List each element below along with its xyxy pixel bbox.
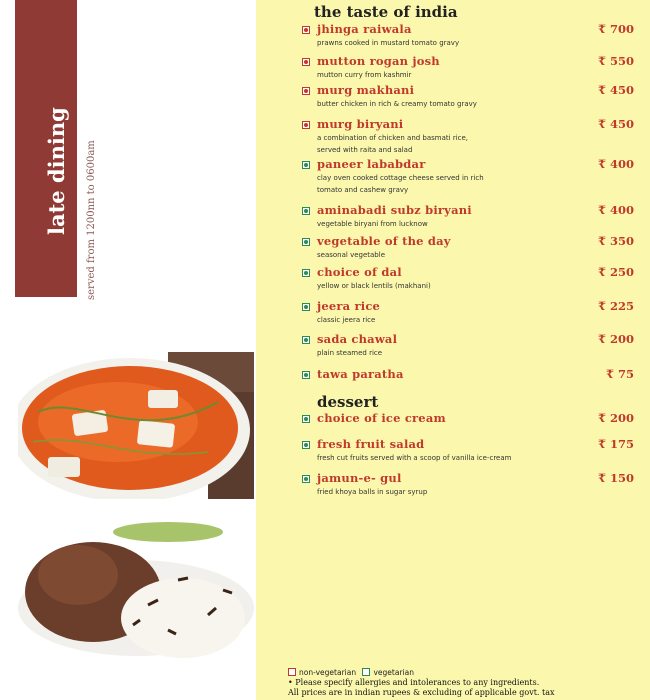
- description-line: a combination of chicken and basmati rice,: [317, 134, 469, 142]
- item-name: murg biryani: [317, 117, 404, 131]
- allergy-note: • Please specify allergies and intolerances to any ingredients.: [288, 678, 540, 687]
- section-title: dessert: [317, 393, 379, 411]
- item-description: [317, 172, 577, 196]
- description-line: seasonal vegetable: [317, 251, 385, 259]
- item-description: [317, 280, 577, 292]
- item-name: choice of ice cream: [317, 411, 446, 425]
- description-line: butter chicken in rich & creamy tomato gravy: [317, 100, 477, 108]
- veg-marker-icon: [302, 207, 310, 215]
- item-price: ₹ 350: [597, 234, 634, 248]
- item-description: [317, 98, 577, 110]
- left-panel: [0, 0, 256, 700]
- item-price: ₹ 150: [597, 471, 634, 485]
- side-title: late dining: [44, 107, 69, 235]
- item-price: ₹ 700: [597, 22, 634, 36]
- item-name: choice of dal: [317, 265, 402, 279]
- item-description: [317, 132, 577, 156]
- item-price: ₹ 225: [597, 299, 634, 313]
- price-note: All prices are in indian rupees & excluding of applicable govt. tax: [288, 688, 555, 697]
- veg-marker-icon: [302, 303, 310, 311]
- dessert-photo: [18, 520, 254, 663]
- description-line: clay oven cooked cottage cheese served in rich: [317, 174, 484, 182]
- item-name: aminabadi subz biryani: [317, 203, 472, 217]
- description-line: mutton curry from kashmir: [317, 71, 412, 79]
- non-veg-marker-icon: [302, 58, 310, 66]
- non-veg-marker-icon: [302, 87, 310, 95]
- item-name: paneer lababdar: [317, 157, 426, 171]
- description-line: yellow or black lentils (makhani): [317, 282, 431, 290]
- veg-marker-icon: [302, 161, 310, 169]
- item-description: [317, 347, 577, 359]
- description-line: fresh cut fruits served with a scoop of vanilla ice-cream: [317, 454, 512, 462]
- description-line: fried khoya balls in sugar syrup: [317, 488, 428, 496]
- item-price: ₹ 250: [597, 265, 634, 279]
- item-price: ₹ 400: [597, 203, 634, 217]
- non-veg-marker-icon: [302, 26, 310, 34]
- veg-marker-icon: [302, 269, 310, 277]
- description-line: tomato and cashew gravy: [317, 186, 409, 194]
- item-name: murg makhani: [317, 83, 415, 97]
- legend-veg-label: vegetarian: [373, 668, 414, 677]
- item-price: ₹ 175: [597, 437, 634, 451]
- item-description: [317, 249, 577, 261]
- veg-marker-icon: [302, 475, 310, 483]
- description-line: served with raita and salad: [317, 146, 413, 154]
- item-name: tawa paratha: [317, 367, 404, 381]
- side-subtitle: served from 1200nn to 0600am: [86, 140, 97, 300]
- item-price: ₹ 200: [597, 332, 634, 346]
- menu-panel: [256, 0, 650, 700]
- item-description: [317, 69, 577, 81]
- curry-bowl-photo: [18, 352, 254, 499]
- item-name: jeera rice: [317, 299, 381, 313]
- non-veg-swatch-icon: [288, 668, 296, 676]
- item-name: vegetable of the day: [317, 234, 451, 248]
- item-description: [317, 218, 577, 230]
- veg-marker-icon: [302, 371, 310, 379]
- item-name: jamun-e- gul: [317, 471, 402, 485]
- item-price: ₹ 75: [605, 367, 634, 381]
- diet-legend: [288, 668, 414, 677]
- item-description: [317, 37, 577, 49]
- veg-marker-icon: [302, 441, 310, 449]
- veg-marker-icon: [302, 238, 310, 246]
- section-title: the taste of india: [314, 3, 458, 21]
- veg-marker-icon: [302, 336, 310, 344]
- item-name: jhinga raiwala: [317, 22, 412, 36]
- item-name: sada chawal: [317, 332, 398, 346]
- item-price: ₹ 400: [597, 157, 634, 171]
- description-line: classic jeera rice: [317, 316, 376, 324]
- description-line: vegetable biryani from lucknow: [317, 220, 428, 228]
- description-line: plain steamed rice: [317, 349, 383, 357]
- item-name: fresh fruit salad: [317, 437, 425, 451]
- legend-non-veg-label: non-vegetarian: [299, 668, 357, 677]
- non-veg-marker-icon: [302, 121, 310, 129]
- item-price: ₹ 200: [597, 411, 634, 425]
- item-description: [317, 486, 577, 498]
- item-price: ₹ 550: [597, 54, 634, 68]
- veg-swatch-icon: [362, 668, 370, 676]
- item-description: [317, 452, 577, 464]
- item-description: [317, 314, 577, 326]
- item-price: ₹ 450: [597, 83, 634, 97]
- item-name: mutton rogan josh: [317, 54, 440, 68]
- veg-marker-icon: [302, 415, 310, 423]
- description-line: prawns cooked in mustard tomato gravy: [317, 39, 460, 47]
- item-price: ₹ 450: [597, 117, 634, 131]
